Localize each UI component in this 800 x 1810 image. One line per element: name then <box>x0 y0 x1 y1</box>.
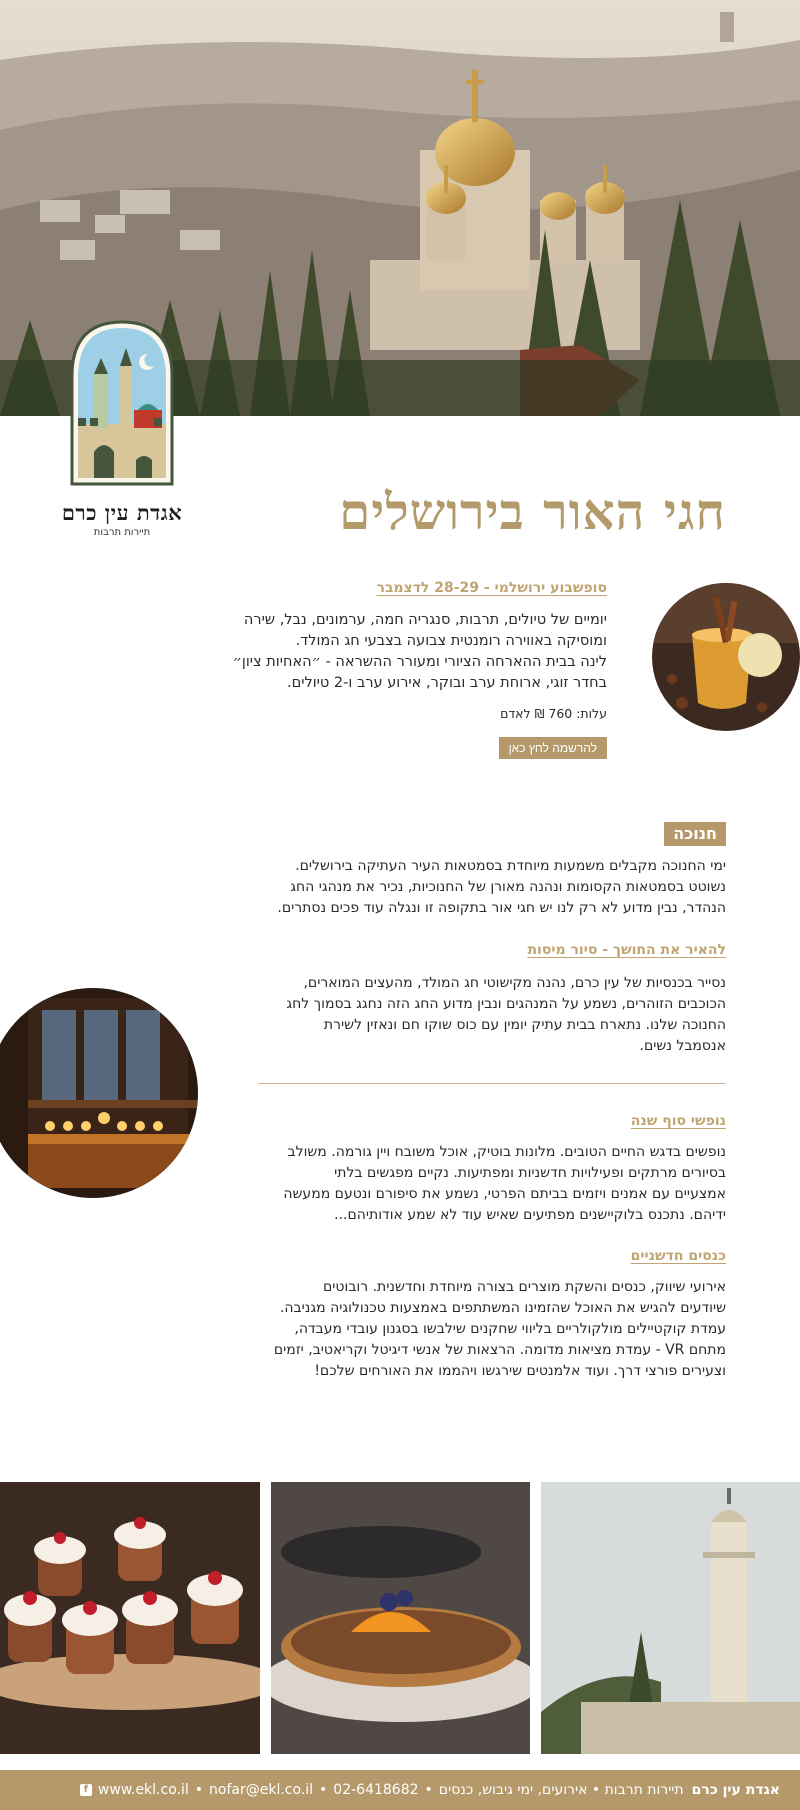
brand-logo <box>52 314 192 538</box>
footer-services: תיירות תרבות • אירועים, ימי גיבוש, כנסים <box>438 1782 684 1798</box>
facebook-icon[interactable]: f <box>80 1784 92 1796</box>
footer-website-link[interactable]: www.ekl.co.il <box>97 1782 189 1798</box>
section-divider <box>258 1083 726 1084</box>
footer-phone-link[interactable]: 02-6418682 <box>333 1782 419 1798</box>
tour-heading-link[interactable]: להאיר את החושך - סיור מיסות <box>527 942 726 958</box>
newyear-line: ידיהם. נתכנס בלוקיישנים מפתיעים שאיש עוד לא שמע אודותיהם... <box>334 1207 726 1223</box>
tour-line: אנסמבל נשים. <box>639 1038 726 1054</box>
footer-separator: • <box>194 1782 204 1798</box>
newyear-description <box>283 1142 726 1226</box>
weekend-line: ומוסיקה באווירה רומנטית צבועה בצבעי חג המולד. <box>295 633 607 649</box>
weekend-heading-link[interactable]: סופשבוע ירושלמי - 28-29 לדצמבר <box>376 580 607 596</box>
footer-brand: אגדת עין כרם <box>691 1782 780 1798</box>
footer-email-link[interactable]: nofar@ekl.co.il <box>209 1782 314 1798</box>
tour-description <box>286 973 726 1057</box>
old-city-emblem-icon <box>64 314 180 492</box>
conferences-description <box>274 1277 726 1382</box>
page-title: חגי האור בירושלים <box>339 482 726 541</box>
tour-line: החנוכה שלנו. נתארח בבית עתיק יומין עם כוס שוקו חם ונאזין לשירת <box>323 1017 726 1033</box>
weekend-line: יומיים של טיולים, תרבות, סנגריה חמה, ערמונים, נבל, שירה <box>243 612 607 628</box>
price-label: עלות: 760 ₪ לאדם <box>500 706 607 721</box>
menorah-window-photo <box>0 988 198 1198</box>
cupcakes-photo <box>0 1482 260 1754</box>
conferences-line: שיודעים להגיש את האוכל שהזמינו המשתתפים באמצעות טכנולוגיה מגניבה. <box>279 1300 726 1316</box>
tart-photo <box>271 1482 530 1754</box>
newyear-line: אמצעיים עם אמנים ויזמים בביתם הפרטי, נשמע את סיפורם ונטעם ממעשה <box>283 1186 726 1202</box>
conferences-line: וצעירים פורצי דרך. ועוד אלמנטים שירגשו ויהממו את האורחים שלכם! <box>314 1363 726 1379</box>
footer-separator: • <box>319 1782 328 1798</box>
newyear-heading-link[interactable]: נופשי סוף שנה <box>630 1113 726 1129</box>
hanukkah-badge: חנוכה <box>664 822 726 846</box>
weekend-description <box>233 610 607 694</box>
conferences-heading-link[interactable]: כנסים חדשניים <box>630 1248 726 1264</box>
newyear-line: בסיורים מרתקים ופעילויות חדשניות ומפתיעות. נקיים מפגשים בלתי <box>334 1165 726 1181</box>
tour-line: הכוכבים הזוהרים, נשמע על המנהגים ונבין מדוע החג הזה נחגג בסמוך לחג <box>286 996 726 1012</box>
conferences-line: אירועי שיווק, כנסים והשקת מוצרים בצורה מיוחדת וחדשנית. רובוטים <box>323 1279 726 1295</box>
mulled-tea-photo <box>652 583 800 731</box>
logo-subtitle: תיירות תרבות <box>93 527 151 538</box>
logo-name: אגדת עין כרם <box>61 500 183 525</box>
footer-separator: • <box>424 1782 433 1798</box>
footer-bar <box>0 1770 800 1810</box>
hanukkah-description <box>277 856 726 919</box>
weekend-line: בחדר זוגי, ארוחת ערב ובוקר, אירוע ערב ו-2 טיולים. <box>287 675 607 691</box>
newyear-line: נופשים בדגש החיים הטובים. מלונות בוטיק, אוכל משובח ויין גורמה. משולב <box>287 1144 726 1160</box>
minaret-photo <box>541 1482 800 1754</box>
conferences-line: עמדת קוקטיילים מולקולריים בליווי שחקנים שילבשו בסגנון עובדי מעבדה, <box>294 1321 726 1337</box>
weekend-line: לינה בבית ההארחה הציורי ומעורר ההשראה - ״האחיות ציון״ <box>232 654 607 670</box>
hanukkah-line: הנהדר, נבין מדוע לא רק לנו יש חגי אור בתקופה זו ונגלה עוד פכים נסתרים. <box>277 900 726 916</box>
register-button[interactable]: להרשמה לחץ כאן <box>499 737 607 759</box>
hanukkah-line: ימי החנוכה מקבלים משמעות מיוחדת בסמטאות העיר העתיקה בירושלים. <box>295 858 726 874</box>
hanukkah-line: נשוטט בסמטאות הקסומות ונהנה מאורן של החנוכיות, נכיר את מנהגי החג <box>290 879 726 895</box>
conferences-line: מתחם VR - עמדת מציאות מדומה. הרצאות של אנשי דיגיטל וקריאטיב, יזמים <box>273 1342 726 1358</box>
tour-line: נסייר בכנסיות של עין כרם, נהנה מקישוטי חג המולד, מהעצים המוארים, <box>303 975 726 991</box>
